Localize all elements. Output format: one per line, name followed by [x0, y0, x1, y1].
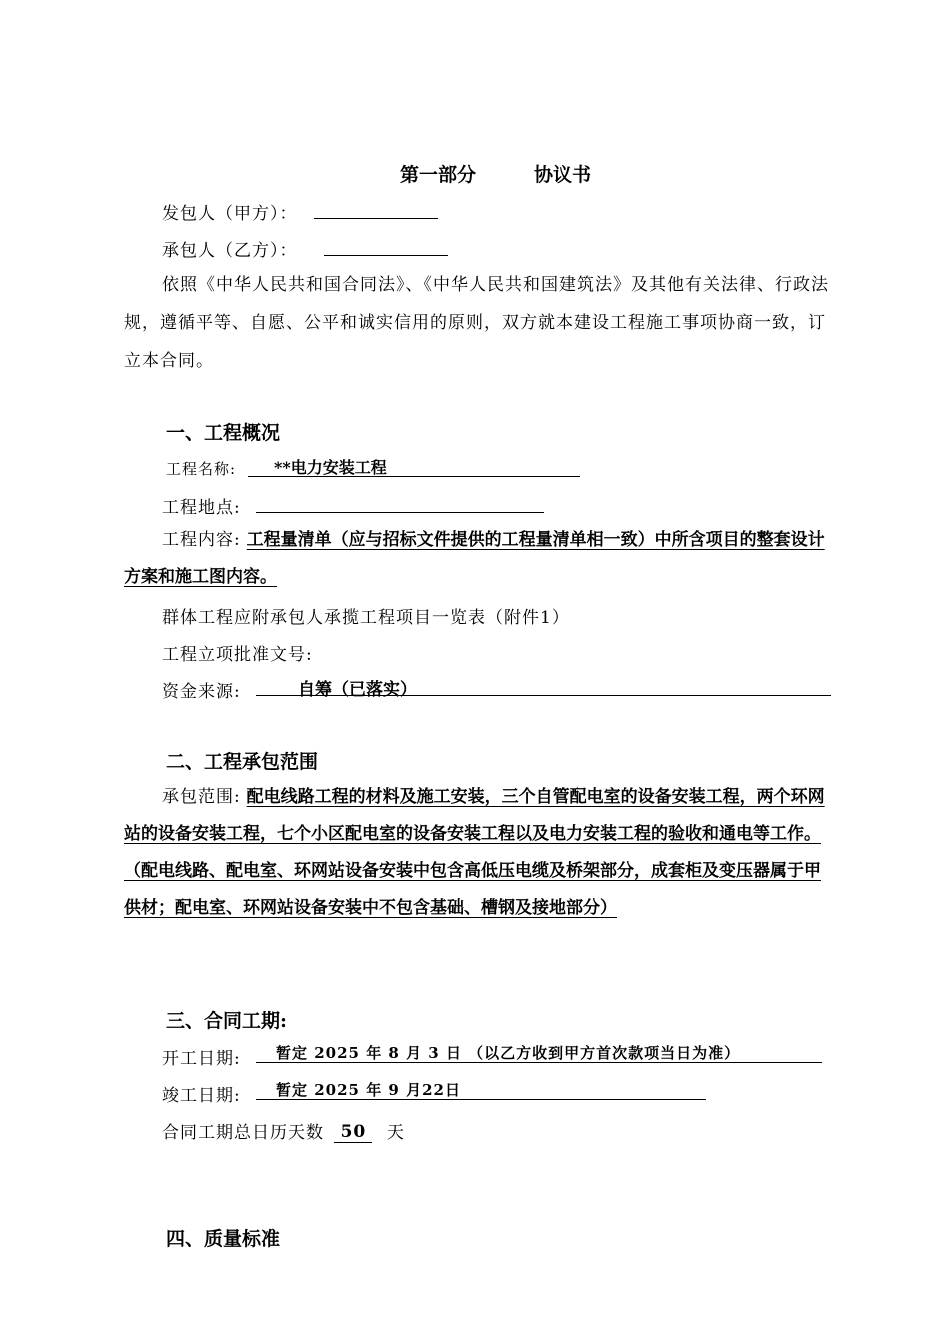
- total-days-label: 合同工期总日历天数: [162, 1123, 324, 1143]
- fund-label: 资金来源:: [162, 682, 241, 702]
- party-b-label: 承包人（乙方）：: [162, 241, 298, 261]
- party-b-blank: [324, 235, 448, 256]
- total-days-row: [162, 1118, 405, 1143]
- scope-value: 配电线路工程的材料及施工安装，三个自管配电室的设备安装工程，两个环网站的设备安装工程，七个小区配电室的设备安装工程以及电力安装工程的验收和通电等工作。（配电线路、配电室、环网站设备安装中包含高低压电缆及桥架部分，成套柜及变压器属于甲供材；配电室、环网站设备安装中不包含基础、槽钢及接地部分）: [124, 787, 825, 918]
- project-location-blank: [256, 491, 544, 513]
- project-name-value: **电力安装工程: [274, 458, 387, 477]
- scope-paragraph: [124, 779, 834, 927]
- intro-paragraph: [124, 266, 832, 380]
- page-title-right: 协议书: [534, 164, 592, 186]
- total-days-value: 50: [340, 1122, 367, 1142]
- start-date-value: 暂定 2025 年 8 月 3 日 （以乙方收到甲方首次款项当日为准）: [276, 1044, 741, 1062]
- scope-label: 承包范围:: [162, 787, 241, 807]
- start-date-field: [256, 1042, 822, 1063]
- page-title-left: 第一部分: [400, 164, 477, 186]
- project-content-value: 工程量清单（应与招标文件提供的工程量清单相一致）中所含项目的整套设计方案和施工图内容。: [124, 530, 825, 587]
- start-date-label: 开工日期:: [162, 1049, 241, 1069]
- party-a-row: [162, 199, 298, 224]
- fund-value: 自筹（已落实）: [298, 680, 417, 700]
- section2-heading: 二、工程承包范围: [166, 751, 319, 773]
- project-content-paragraph: [124, 522, 834, 596]
- group-note: 群体工程应附承包人承揽工程项目一览表（附件1）: [162, 608, 570, 628]
- party-a-label: 发包人（甲方）：: [162, 204, 298, 224]
- approval-label: 工程立项批准文号:: [162, 645, 313, 665]
- party-a-blank: [314, 198, 438, 219]
- fund-field: [256, 675, 831, 700]
- total-days-field: [334, 1122, 372, 1143]
- project-name-label: 工程名称:: [166, 460, 237, 478]
- project-location-label: 工程地点:: [162, 498, 241, 518]
- intro-text: 依照《中华人民共和国合同法》、《中华人民共和国建筑法》及其他有关法律、行政法规，遵循平等、自愿、公平和诚实信用的原则，双方就本建设工程施工事项协商一致，订立本合同。: [124, 275, 829, 371]
- project-content-label: 工程内容:: [162, 530, 241, 550]
- project-name-field: [248, 455, 580, 477]
- section1-heading: 一、工程概况: [166, 422, 281, 444]
- end-date-value: 暂定 2025 年 9 月22日: [276, 1081, 461, 1099]
- end-date-label: 竣工日期:: [162, 1086, 241, 1106]
- end-date-field: [256, 1079, 706, 1100]
- total-days-unit: 天: [386, 1123, 405, 1143]
- party-b-row: [162, 236, 298, 261]
- section4-heading: 四、质量标准: [166, 1228, 281, 1250]
- section3-heading: 三、合同工期:: [166, 1010, 288, 1032]
